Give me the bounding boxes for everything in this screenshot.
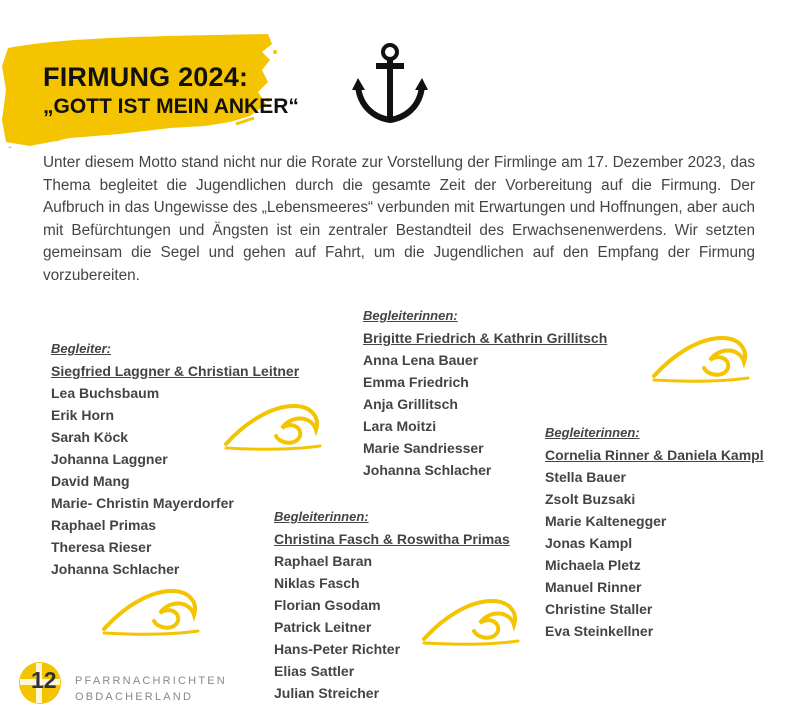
list-item: Raphael Primas — [51, 517, 157, 533]
list-item: Eva Steinkellner — [545, 623, 654, 639]
list-item: Niklas Fasch — [274, 575, 360, 591]
list-item: Julian Streicher — [274, 685, 380, 701]
list-item: Manuel Rinner — [545, 579, 642, 595]
group-leaders: Christina Fasch & Roswitha Primas — [274, 531, 510, 547]
list-item: Marie Kaltenegger — [545, 513, 667, 529]
list-item: Lea Buchsbaum — [51, 385, 160, 401]
publication-name-line1: PFARRNACHRICHTEN — [75, 675, 227, 687]
wave-icon — [650, 332, 750, 388]
anchor-icon — [352, 42, 428, 124]
group-leaders: Siegfried Laggner & Christian Leitner — [51, 363, 300, 379]
list-item: Michaela Pletz — [545, 557, 641, 573]
list-item: Stella Bauer — [545, 469, 626, 485]
list-item: Lara Moitzi — [363, 418, 437, 434]
list-item: Emma Friedrich — [363, 374, 469, 390]
list-item: Jonas Kampl — [545, 535, 633, 551]
list-item: Sarah Köck — [51, 429, 129, 445]
group-leaders: Brigitte Friedrich & Kathrin Grillitsch — [363, 330, 608, 346]
list-item: Anna Lena Bauer — [363, 352, 479, 368]
group-begleiter-1 — [51, 338, 299, 580]
list-item: Hans-Peter Richter — [274, 641, 401, 657]
list-item: Anja Grillitsch — [363, 396, 458, 412]
publication-name-line2: OBDACHERLAND — [75, 691, 194, 703]
list-item: Johanna Schlacher — [51, 561, 180, 577]
list-item: Marie Sandriesser — [363, 440, 484, 456]
list-item: Christine Staller — [545, 601, 653, 617]
list-item: Raphael Baran — [274, 553, 373, 569]
page-number: 12 — [31, 667, 57, 693]
intro-paragraph: Unter diesem Motto stand nicht nur die Rorate zur Vorstellung der Firmlinge am 17. Dezember 2023, das Thema begleitet die Jugendlichen durch die gesamte Zeit der Vorbereitung auf die Firmung. Der Aufbruch in das Ungewisse des „Lebensmeeres“ verbunden mit Erwartungen und Hoffnungen, aber auch mit Befürchtungen und Ängsten ist ein zentraler Bestandteil des Erwachsenenwerdens. Wir setzten gemeinsam die Segel und gehen auf Fahrt, um die Jugendlichen auf den Empfang der Firmung vorzubereiten. — [43, 154, 755, 284]
list-item: Patrick Leitner — [274, 619, 372, 635]
wave-icon — [100, 585, 200, 641]
group-leaders: Cornelia Rinner & Daniela Kampl — [545, 447, 764, 463]
page-subtitle: „GOTT IST MEIN ANKER“ — [43, 95, 299, 118]
group-begleiterinnen-4 — [545, 422, 764, 642]
wave-icon — [222, 400, 322, 456]
list-item: Johanna Schlacher — [363, 462, 492, 478]
list-item: Elias Sattler — [274, 663, 355, 679]
list-item: Florian Gsodam — [274, 597, 381, 613]
group-heading: Begleiterinnen: — [274, 509, 369, 524]
list-item: David Mang — [51, 473, 130, 489]
page-title: FIRMUNG 2024: — [43, 62, 249, 92]
group-heading: Begleiterinnen: — [545, 425, 640, 440]
list-item: Marie- Christin Mayerdorfer — [51, 495, 234, 511]
list-item: Johanna Laggner — [51, 451, 168, 467]
list-item: Erik Horn — [51, 407, 115, 423]
wave-icon — [420, 595, 520, 651]
group-heading: Begleiterinnen: — [363, 308, 458, 323]
group-heading: Begleiter: — [51, 341, 111, 356]
list-item: Theresa Rieser — [51, 539, 152, 555]
list-item: Zsolt Buzsaki — [545, 491, 636, 507]
